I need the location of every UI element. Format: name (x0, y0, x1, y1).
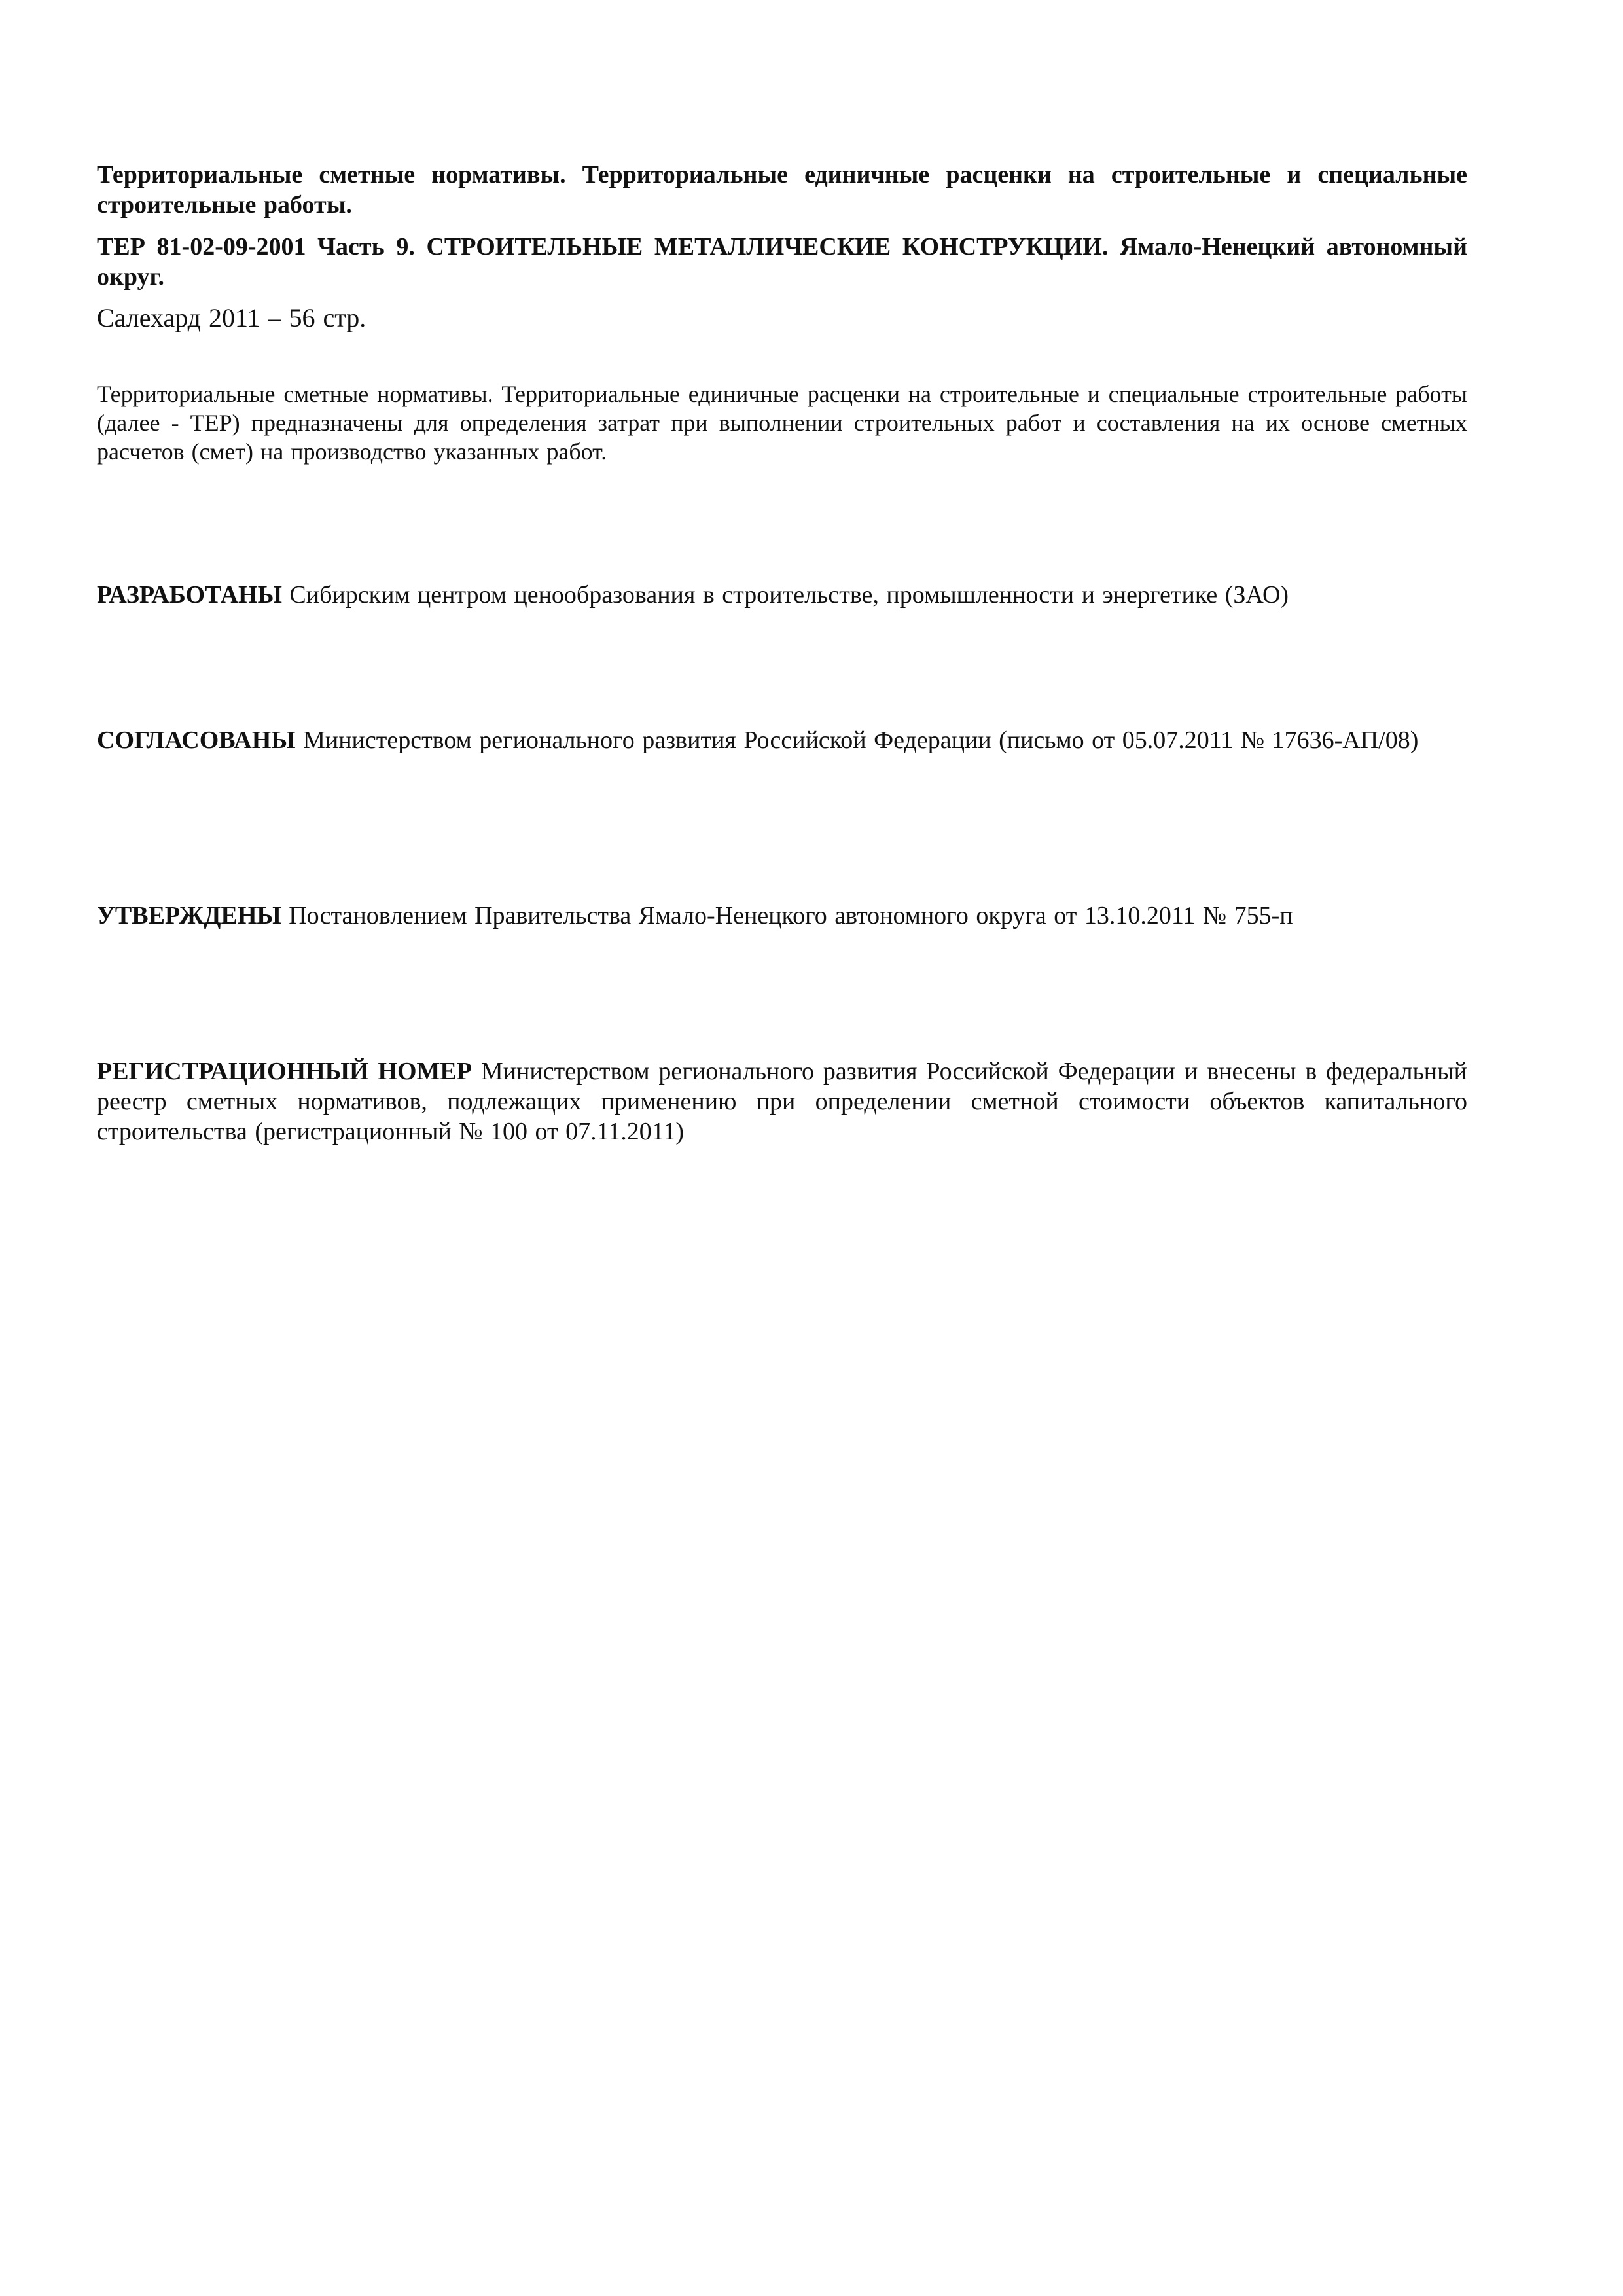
document-title: Территориальные сметные нормативы. Территориальные единичные расценки на строительные и специальные строительные работы. (97, 161, 1467, 219)
developed-by-section (97, 580, 1467, 610)
publication-imprint: Салехард 2011 – 56 стр. (97, 303, 366, 332)
approved-by-text: Постановлением Правительства Ямало-Ненецкого автономного округа от 13.10.2011 № 755-п (289, 902, 1293, 929)
agreed-by-text: Министерством регионального развития Российской Федерации (письмо от 05.07.2011 № 17636-АП/08) (303, 726, 1419, 754)
approved-by-label: УТВЕРЖДЕНЫ (97, 902, 281, 929)
registration-number-text: Министерством регионального развития Российской Федерации и внесены в федеральный реестр сметных нормативов, подлежащих применению при определении сметной стоимости объектов капитального строительства (регистрационный № 100 от 07.11.2011) (97, 1058, 1468, 1145)
agreed-by-label: СОГЛАСОВАНЫ (97, 726, 296, 754)
developed-by-label: РАЗРАБОТАНЫ (97, 581, 282, 609)
agreed-by-section (97, 725, 1467, 755)
registration-number-label: РЕГИСТРАЦИОННЫЙ НОМЕР (97, 1058, 472, 1085)
document-subtitle: ТЕР 81-02-09-2001 Часть 9. СТРОИТЕЛЬНЫЕ МЕТАЛЛИЧЕСКИЕ КОНСТРУКЦИИ. Ямало-Ненецкий автономный округ. (97, 233, 1467, 291)
document-abstract: Территориальные сметные нормативы. Территориальные единичные расценки на строительные и специальные строительные работы (далее - ТЕР) предназначены для определения затрат при выполнении строительных работ и составления на их основе сметных расчетов (смет) на производство указанных работ. (97, 381, 1467, 465)
developed-by-text: Сибирским центром ценообразования в строительстве, промышленности и энергетике (ЗАО) (289, 581, 1289, 609)
registration-number-section (97, 1056, 1467, 1147)
approved-by-section (97, 901, 1467, 931)
